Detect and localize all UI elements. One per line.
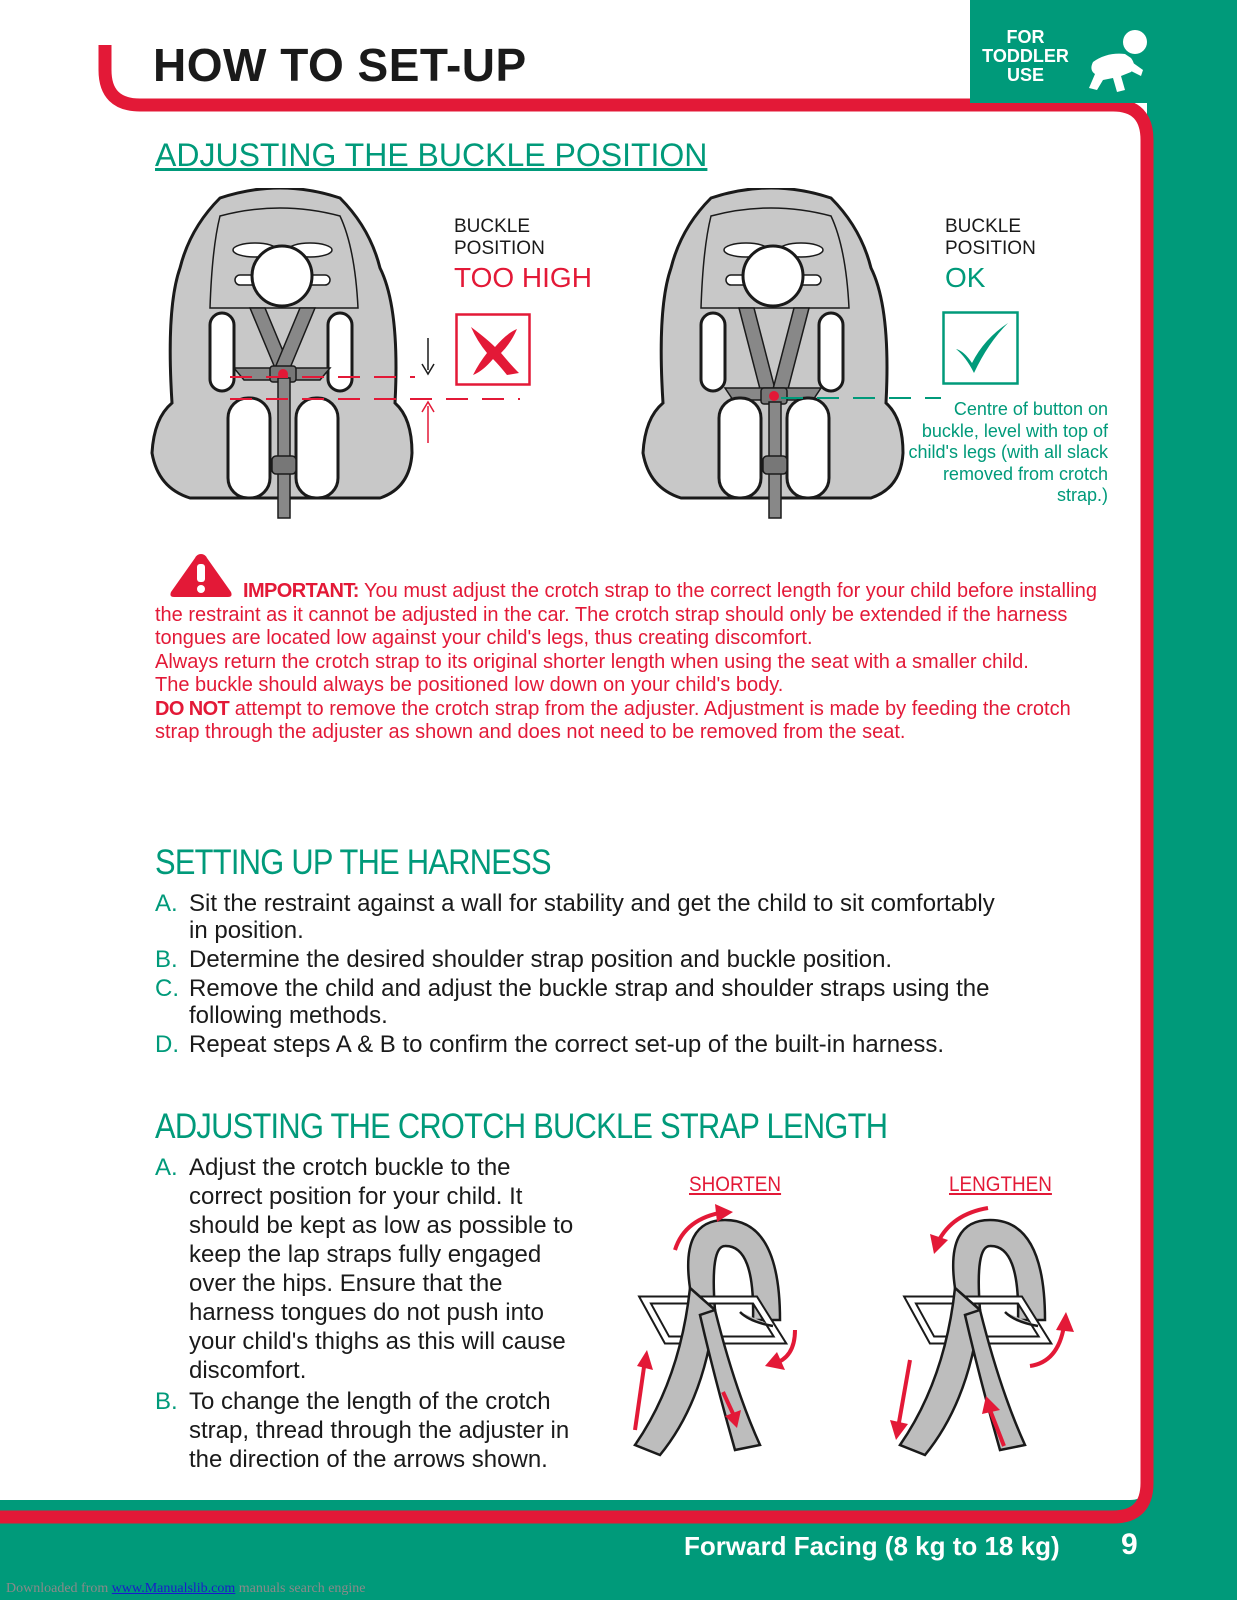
page-title: HOW TO SET-UP (153, 39, 527, 91)
buckle-level-note: Centre of button on buckle, level with top of child's legs (with all slack removed from crotch strap.) (908, 399, 1108, 505)
shorten-label: SHORTEN (689, 1173, 782, 1196)
list-item: B. To change the length of the crotch strap, thread through the adjuster in the direction of the arrows shown. (155, 1388, 570, 1473)
check-mark-icon (942, 311, 1019, 385)
cross-mark-icon (455, 313, 531, 386)
lengthen-strap-illustration (880, 1200, 1100, 1470)
crotch-section-title: ADJUSTING THE CROTCH BUCKLE STRAP LENGTH (155, 1107, 888, 1146)
manualslib-link[interactable]: www.Manualslib.com (111, 1581, 236, 1596)
harness-steps-list (155, 890, 1015, 1060)
important-notice: IMPORTANT: You must adjust the crotch strap to the correct length for your child before installing the restraint as it cannot be adjusted in the car. The crotch strap should only be extended if the harness tongues are located low against your child's legs, thus creating discomfort. Always return the crotch strap to its original shorter length when using the seat with a smaller child. The buckle should always be positioned low down on your child's body. DO NOT attempt to remove the crotch strap from the adjuster. Adjustment is made by feeding the crotch strap through the adjuster as shown and does not need to be removed from the seat. (155, 580, 1098, 743)
important-keyword: IMPORTANT: (243, 580, 359, 602)
buckle-too-high-status: TOO HIGH (454, 262, 592, 293)
list-item: A. Adjust the crotch buckle to the correct position for your child. It should be kept as low as possible to keep the lap straps fully engaged over the hips. Ensure that the harness tongues do not push into your child's thighs as this will cause discomfort. (155, 1154, 574, 1384)
list-item: B. Determine the desired shoulder strap position and buckle position. (155, 946, 893, 973)
shorten-strap-illustration (615, 1200, 835, 1470)
car-seat-buckle-ok-illustration (641, 188, 941, 528)
list-item: D. Repeat steps A & B to confirm the correct set-up of the built-in harness. (155, 1031, 945, 1058)
buckle-section-title: ADJUSTING THE BUCKLE POSITION (155, 137, 708, 173)
toddler-use-label: FOR TODDLER USE (982, 27, 1069, 85)
list-item: C. Remove the child and adjust the buckle strap and shoulder straps using the following methods. (155, 975, 990, 1029)
crotch-steps-list (155, 1153, 590, 1476)
list-item: A. Sit the restraint against a wall for stability and get the child to sit comfortably in position. (155, 890, 995, 944)
do-not-keyword: DO NOT (155, 697, 230, 720)
buckle-ok-status: OK (945, 262, 986, 293)
crawling-toddler-icon (1085, 26, 1155, 94)
lengthen-label: LENGTHEN (949, 1173, 1052, 1196)
right-buckle-label: BUCKLE POSITION (945, 216, 1036, 259)
page-number: 9 (1121, 1528, 1138, 1561)
harness-section-title: SETTING UP THE HARNESS (155, 843, 551, 882)
footer-section-label: Forward Facing (8 kg to 18 kg) (684, 1531, 1060, 1561)
download-watermark: Downloaded from www.Manualslib.com manuals search engine (6, 1581, 366, 1596)
left-buckle-label: BUCKLE POSITION (454, 216, 545, 259)
